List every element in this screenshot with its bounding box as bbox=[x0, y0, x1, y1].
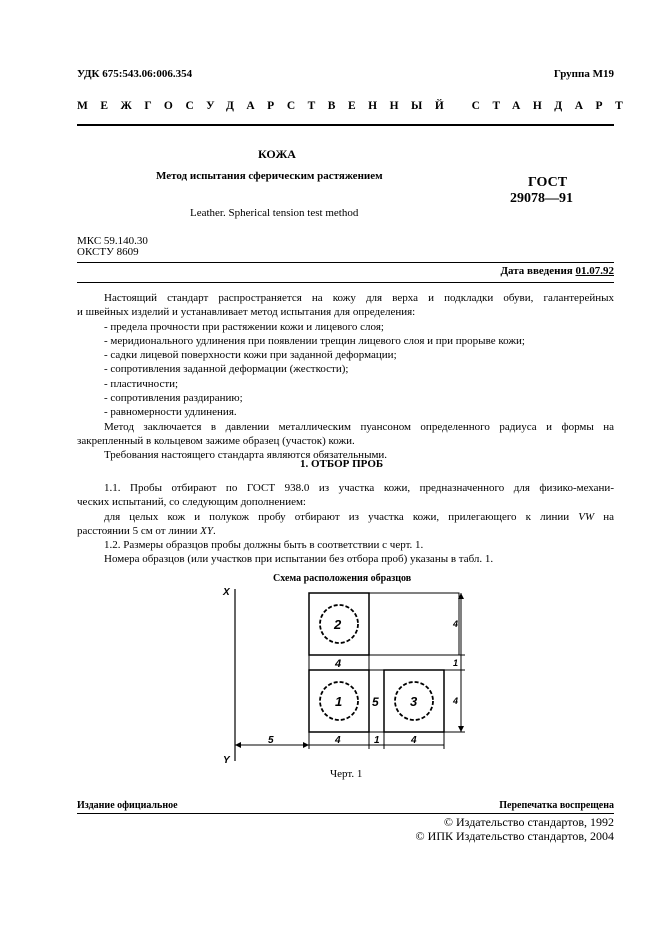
dim-1-right: 1 bbox=[453, 658, 459, 668]
line-vw-label: VW bbox=[578, 510, 595, 523]
figure-caption: Черт. 1 bbox=[330, 768, 363, 780]
header-rule bbox=[77, 124, 614, 126]
copyright-1: © Издательство стандартов, 1992 bbox=[443, 815, 614, 829]
gost-label: ГОСТ bbox=[528, 175, 568, 190]
dim-1-b: 1 bbox=[374, 735, 380, 746]
group-code: Группа М19 bbox=[553, 68, 614, 80]
list-item: - пластичности; bbox=[104, 377, 179, 390]
dim-4-right-top: 4 bbox=[453, 619, 459, 629]
intro-p2-line1: Метод заключается в давлении металлическим пуансоном определенного радиуса и формы на bbox=[104, 420, 614, 433]
footer-rule bbox=[77, 813, 614, 814]
section1-p11-line4-b: . bbox=[212, 524, 216, 537]
intro-date-label: Дата введения bbox=[500, 265, 573, 277]
section1-p11-line3 bbox=[77, 510, 614, 524]
title-main: КОЖА bbox=[258, 147, 296, 161]
sample-layout-diagram bbox=[215, 585, 475, 765]
mks-code: МКС 59.140.30 bbox=[77, 235, 148, 247]
copyright-2: © ИПК Издательство стандартов, 2004 bbox=[415, 829, 614, 843]
sample-1-label: 1 bbox=[335, 694, 343, 709]
section1-block bbox=[77, 481, 614, 567]
interstate-standard-text: МЕЖГОСУДАРСТВЕННЫЙ СТАНДАРТ bbox=[77, 100, 636, 112]
udk-code: УДК 675:543.06:006.354 bbox=[77, 68, 193, 80]
interstate-standard-banner bbox=[77, 100, 636, 112]
intro-block bbox=[77, 291, 614, 463]
okstu-code: ОКСТУ 8609 bbox=[77, 246, 139, 258]
list-item: - сопротивления раздиранию; bbox=[104, 392, 243, 405]
section1-p12b: Номера образцов (или участков при испытании без отбора проб) указаны в табл. 1. bbox=[104, 553, 494, 566]
dim-4-mid: 4 bbox=[335, 658, 342, 670]
section1-p11-line4 bbox=[77, 524, 614, 538]
axis-y-label: Y bbox=[223, 755, 230, 765]
section1-p11-line3-b: на bbox=[594, 510, 614, 523]
codes-rule bbox=[77, 262, 614, 263]
title-subtitle-en: Leather. Spherical tension test method bbox=[190, 207, 359, 219]
intro-date bbox=[500, 265, 614, 277]
section1-p11-line3-a: для целых кож и полукож пробу отбирают из участка кожи, прилегающего к линии bbox=[104, 510, 579, 523]
list-item: - предела прочности при растяжении кожи и лицевого слоя; bbox=[104, 320, 384, 333]
list-item: - сопротивления заданной деформации (жесткости); bbox=[104, 363, 349, 376]
dim-4-c: 4 bbox=[411, 735, 417, 746]
dim-4-a: 4 bbox=[335, 735, 341, 746]
section1-heading: 1. ОТБОР ПРОБ bbox=[300, 458, 384, 470]
axis-x-label: X bbox=[223, 587, 230, 598]
line-xy-label: XY bbox=[200, 524, 213, 537]
list-item: - садки лицевой поверхности кожи при заданной деформации; bbox=[104, 349, 397, 362]
dim-4-right-bottom: 4 bbox=[453, 696, 459, 706]
dim-5-bottom: 5 bbox=[268, 735, 274, 746]
list-item: - равномерности удлинения. bbox=[104, 406, 237, 419]
title-subtitle-ru: Метод испытания сферическим растяжением bbox=[156, 170, 383, 182]
sample-3-label: 3 bbox=[410, 694, 418, 709]
section1-p12: 1.2. Размеры образцов пробы должны быть в соответствии с черт. 1. bbox=[104, 539, 424, 552]
footer-reprint: Перепечатка воспрещена bbox=[499, 800, 614, 811]
figure-title: Схема расположения образцов bbox=[273, 573, 412, 584]
sample-2-label: 2 bbox=[334, 617, 342, 632]
footer-edition: Издание официальное bbox=[77, 800, 178, 811]
top-right-area bbox=[369, 593, 459, 655]
intro-p3: Требования настоящего стандарта являются обязательными. bbox=[104, 449, 388, 462]
intro-p2-line2: закрепленный в кольцевом зажиме образец (участок) кожи. bbox=[77, 434, 355, 447]
intro-date-value: 01.07.92 bbox=[575, 265, 614, 277]
intro-p1-line1: Настоящий стандарт распространяется на кожу для верха и подкладки обуви, галантерейных bbox=[104, 292, 614, 304]
section1-p11-line1: 1.1. Пробы отбирают по ГОСТ 938.0 из участка кожи, предназначенного для физико-механи- bbox=[104, 482, 614, 494]
date-rule bbox=[77, 282, 614, 283]
gost-number: 29078—91 bbox=[510, 191, 573, 206]
section1-p11-line2: ческих испытаний, со следующим дополнением: bbox=[77, 496, 306, 509]
section1-p11-line4-a: расстоянии 5 см от линии bbox=[77, 524, 201, 537]
intro-p1-line2: и швейных изделий и устанавливает метод испытания для определения: bbox=[77, 306, 416, 319]
dim-5-mid: 5 bbox=[372, 695, 379, 709]
list-item: - меридионального удлинения при появлении трещин лицевого слоя и при прорыве кожи; bbox=[104, 334, 525, 347]
